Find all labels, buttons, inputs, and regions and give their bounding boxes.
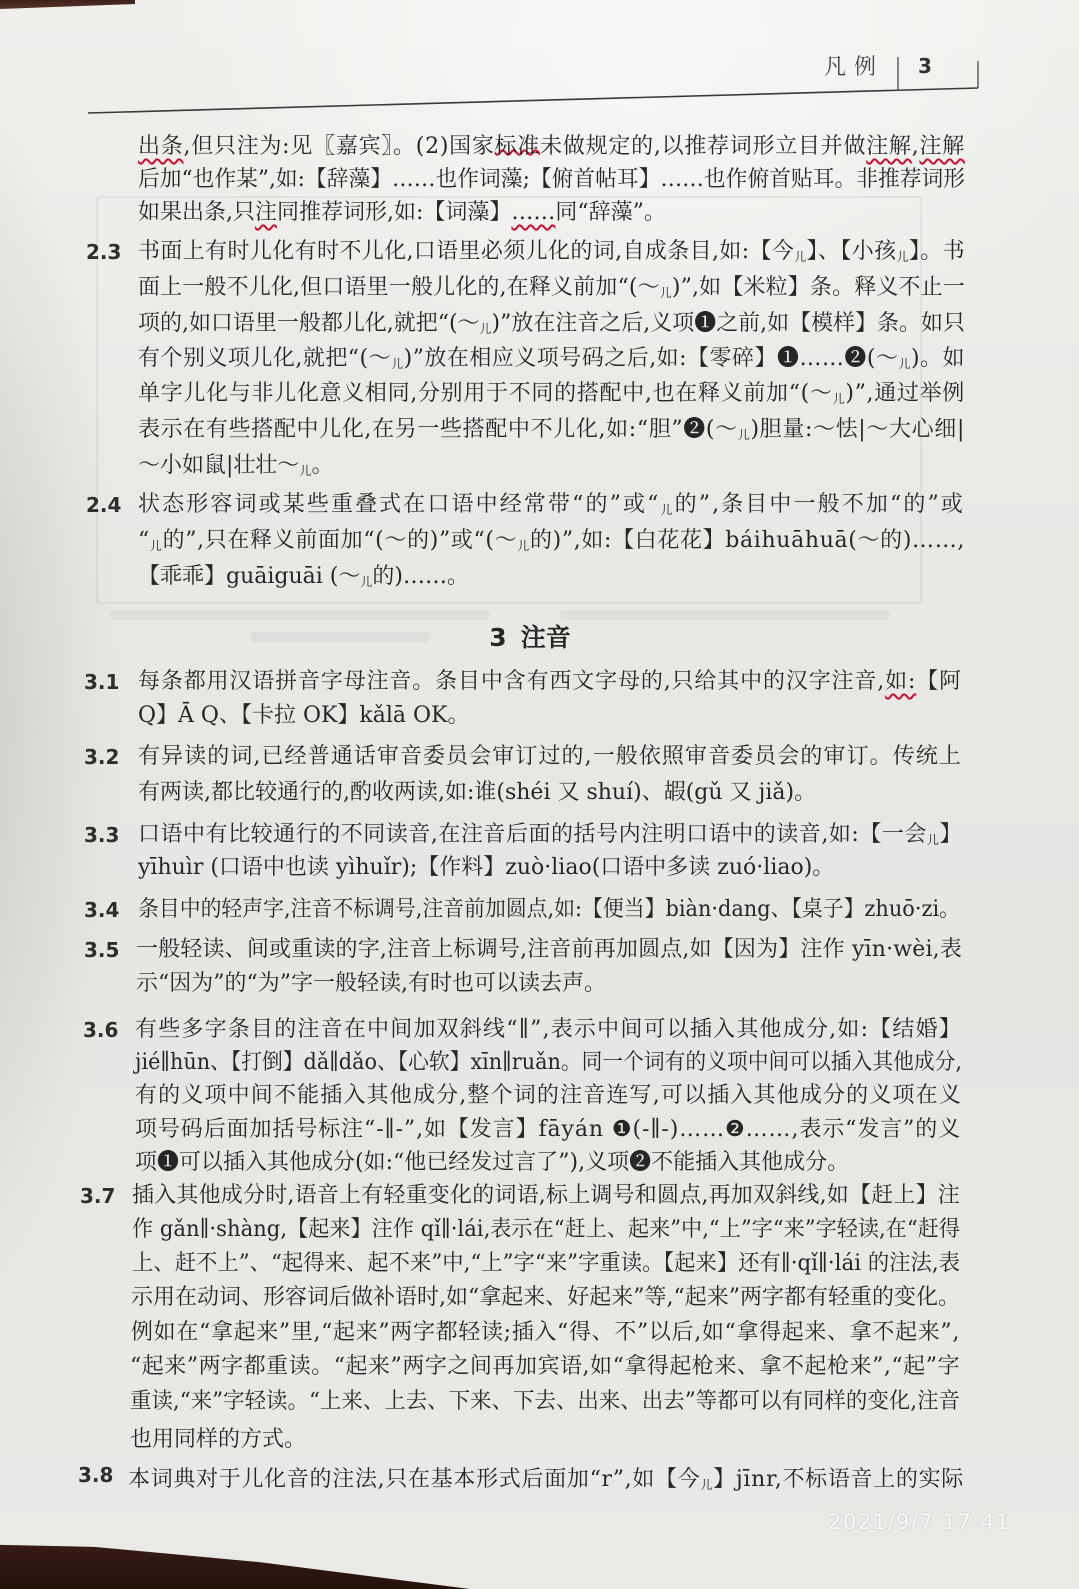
text-segment: 每条都用汉语拼音字母注音。条目中含有西文字母的,只给其中的汉字注音, [138, 669, 886, 694]
text-line [130, 1350, 960, 1384]
text-line [138, 413, 965, 447]
text-line [136, 967, 962, 1001]
text-line [132, 1179, 960, 1213]
text-line [138, 818, 962, 852]
red-pen-mark: 如: [885, 669, 917, 694]
text-line [138, 342, 965, 376]
text-line [138, 449, 965, 483]
text-segment: 【阿 [916, 669, 962, 694]
text-segment: , [911, 134, 920, 159]
text-line [138, 307, 965, 341]
item-number: 3.6 [83, 1018, 119, 1042]
text-segment: ,但只注为:见〖嘉宾〗。(2)国家 [183, 134, 495, 159]
line-text: 项❶可以插入其他成分(如:“他已经发过言了”),义项❷不能插入其他成分。 [135, 1150, 850, 1175]
line-text: 有个别义项儿化,就把“(～儿)”放在相应义项号码之后,如:【零碎】❶……❷(～儿)。如 [138, 346, 965, 371]
text-line [138, 851, 962, 885]
line-text: 有异读的词,已经普通话审音委员会审订过的,一般依照审音委员会的审订。传统上 [138, 744, 962, 769]
line-text: 表示在有些搭配中儿化,在另一些搭配中不儿化,如:“胆”❷(～儿)胆量:～怯|～大心细| [138, 417, 965, 442]
line-text: 例如在“拿起来”里,“起来”两字都轻读;插入“得、不”以后,如“拿得起来、拿不起来”, [131, 1320, 960, 1345]
text-segment: 同“辞藻”。 [555, 200, 666, 225]
line-text [138, 196, 666, 230]
text-segment: 如果出条,只 [138, 200, 255, 225]
item-number: 2.4 [86, 493, 122, 517]
item-number: 2.3 [86, 240, 122, 264]
text-line [138, 235, 965, 269]
bleed-through-text [110, 610, 490, 620]
text-line [136, 933, 962, 967]
running-title: 凡例 [824, 55, 885, 80]
line-text: 口语中有比较通行的不同读音,在注音后面的括号内注明口语中的读音,如:【一会儿】 [138, 822, 962, 847]
text-line [131, 1281, 960, 1315]
item-number: 3.4 [84, 898, 120, 922]
text-line [138, 560, 965, 594]
photo-timestamp: 2021/9/7 17:41 [828, 1510, 1011, 1534]
item-number: 3.2 [84, 745, 120, 769]
table-surface-top [0, 0, 135, 9]
text-line [128, 1463, 964, 1497]
red-pen-mark: 出条 [138, 134, 184, 159]
item-number: 3.1 [84, 670, 120, 694]
line-text: 上、赶不上”、“起得来、起不来”中,“上”字“来”字重读。【起来】还有∥·qǐ∥·lái 的注法,表 [132, 1251, 960, 1276]
section-title: 注音 [520, 623, 571, 652]
text-line [138, 524, 965, 558]
text-line [138, 196, 965, 230]
text-line [135, 1046, 962, 1080]
line-text: 状态形容词或某些重叠式在口语中经常带“的”或“儿的”,条目中一般不加“的”或 [138, 492, 965, 517]
text-line [135, 1079, 962, 1113]
item-number: 3.8 [78, 1463, 114, 1487]
text-line [138, 130, 965, 164]
text-line [130, 1385, 960, 1419]
line-text: 重读,“来”字轻读。“上来、上去、下来、下去、出来、出去”等都可以有同样的变化,注音 [130, 1389, 960, 1414]
line-text: 作 gǎn∥·shàng,【起来】注作 qǐ∥·lái,表示在“赶上、起来”中,“上”字“来”字轻读,在“赶得 [132, 1217, 960, 1242]
item-number: 3.5 [84, 938, 120, 962]
line-text: 项号码后面加括号标注“-∥-”,如【发言】fāyán ❶(-∥-)……❷……,表示“发言”的义 [135, 1117, 962, 1142]
text-line [138, 665, 962, 699]
item-number: 3.3 [84, 823, 120, 847]
text-line [135, 1113, 962, 1147]
text-line [138, 740, 962, 774]
line-text: 也用同样的方式。 [130, 1427, 307, 1452]
line-text: 后加“也作某”,如:【辞藻】……也作词藻;【俯首帖耳】……也作俯首贴耳。非推荐词形 [138, 167, 965, 192]
line-text: 有些多字条目的注音在中间加双斜线“∥”,表示中间可以插入其他成分,如:【结婚】 [135, 1017, 962, 1042]
red-pen-mark: 注解 [919, 134, 965, 159]
line-text: 书面上有时儿化有时不儿化,口语里必须儿化的词,自成条目,如:【今儿】、【小孩儿】。书 [138, 239, 965, 264]
text-line [138, 377, 965, 411]
text-line [138, 699, 962, 733]
line-text: Q】Ā Q、【卡拉 OK】kǎlā OK。 [138, 703, 470, 728]
text-segment: 未做规定的,以推荐词形立目并做 [540, 134, 867, 159]
text-line [132, 1213, 960, 1247]
line-text: ～小如鼠|壮壮～儿。 [138, 453, 334, 478]
line-text: 有的义项中间不能插入其他成分,整个词的注音连写,可以插入其他成分的义项在义 [135, 1083, 962, 1108]
table-surface-bottom [0, 1540, 470, 1589]
line-text: 插入其他成分时,语音上有轻重变化的词语,标上调号和圆点,再加双斜线,如【赶上】注 [132, 1183, 960, 1208]
line-text: 示用在动词、形容词后做补语时,如“拿起来、好起来”等,“起来”两字都有轻重的变化。 [131, 1285, 960, 1310]
line-text: 面上一般不儿化,但口语里一般儿化的,在释义前加“(～儿)”,如【米粒】条。释义不止一 [138, 275, 965, 300]
line-text: 有两读,都比较通行的,酌收两读,如:谁(shéi 又 shuí)、嘏(gǔ 又 jiǎ)。 [138, 780, 817, 805]
item-number: 3.7 [80, 1184, 116, 1208]
section-heading [0, 621, 1060, 655]
text-line [138, 271, 965, 305]
text-line [135, 1146, 962, 1180]
text-line [138, 893, 960, 927]
line-text [138, 665, 962, 699]
line-text: 示“因为”的“为”字一般轻读,有时也可以读去声。 [136, 971, 606, 996]
text-line [135, 1013, 962, 1047]
text-line [130, 1423, 960, 1457]
line-text: “儿的”,只在释义前面加“(～的)”或“(～儿的)”,如:【白花花】báihuāhuā(～的)……, [138, 528, 965, 553]
red-pen-mark: 注 [255, 200, 278, 225]
line-text: 单字儿化与非儿化意义相同,分别用于不同的搭配中,也在释义前加“(～儿)”,通过举例 [138, 381, 965, 406]
line-text: “起来”两字都重读。“起来”两字之间再加宾语,如“拿得起枪来、拿不起枪来”,“起”字 [130, 1354, 960, 1379]
red-pen-mark: …… [511, 200, 556, 225]
line-text: 条目中的轻声字,注音不标调号,注音前加圆点,如:【便当】biàn·dang、【桌子】zhuō·zi。 [138, 897, 960, 922]
line-text: 一般轻读、间或重读的字,注音上标调号,注音前再加圆点,如【因为】注作 yīn·wèi,表 [136, 937, 962, 962]
text-line [138, 776, 962, 810]
text-line [132, 1247, 960, 1281]
line-text: 本词典对于儿化音的注法,只在基本形式后面加“r”,如【今儿】jīnr,不标语音上的实际 [128, 1467, 964, 1492]
text-line [131, 1316, 960, 1350]
page-number: 3 [918, 54, 932, 78]
red-pen-mark: 标准 [494, 134, 541, 159]
section-number: 3 [489, 623, 507, 652]
line-text [138, 130, 965, 164]
text-line [138, 163, 965, 197]
line-text: jié∥hūn、【打倒】dǎ∥dǎo、【心软】xīn∥ruǎn。同一个词有的义项中间可以插入其他成分, [135, 1050, 962, 1075]
bleed-through-text [560, 610, 890, 620]
red-pen-mark: 注解 [866, 134, 912, 159]
text-line [138, 488, 965, 522]
text-segment: 同推荐词形,如:【词藻】 [277, 200, 512, 225]
line-text: 【乖乖】guāiguāi (～儿的)……。 [138, 564, 469, 589]
line-text: 项的,如口语里一般都儿化,就把“(～儿)”放在注音之后,义项❶之前,如【模样】条。如只 [138, 311, 965, 336]
line-text: yīhuìr (口语中也读 yìhuǐr);【作料】zuò·liao(口语中多读 zuó·liao)。 [138, 855, 835, 880]
